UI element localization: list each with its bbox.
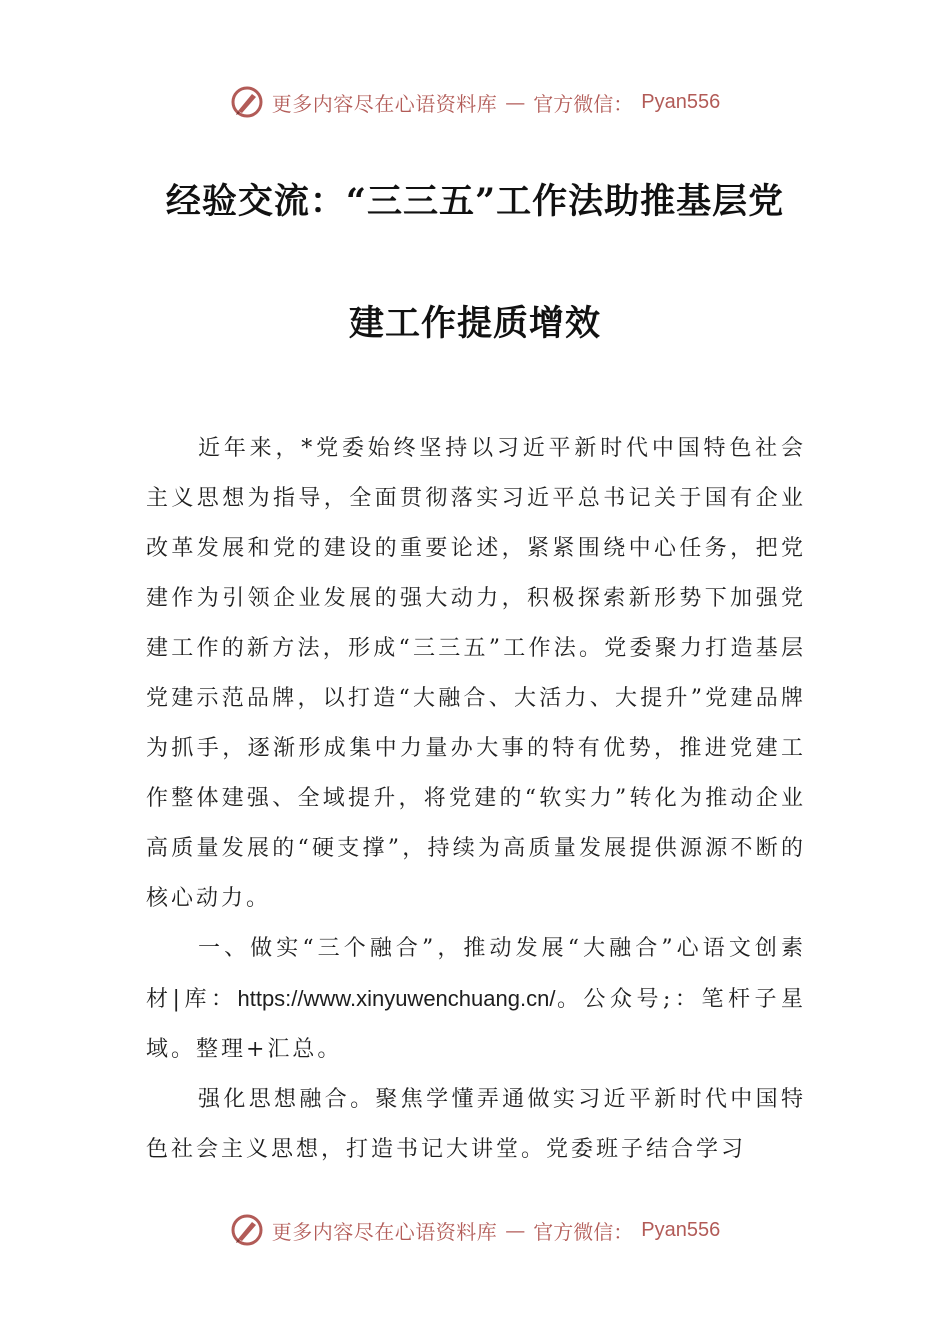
watermark-dash: —: [505, 1218, 526, 1242]
pen-logo-icon: [230, 85, 264, 119]
source-url-link[interactable]: https://www.xinyuwenchuang.cn/: [237, 986, 556, 1011]
pen-logo-icon: [230, 1213, 264, 1247]
section-one-suffix: 。公众号;：笔杆子星域。整理+汇总。: [146, 987, 806, 1062]
watermark-dash: —: [505, 90, 526, 114]
paragraph-intro: 近年来，*党委始终坚持以习近平新时代中国特色社会主义思想为指导，全面贯彻落实习近平总书记关于国有企业改革发展和党的建设的重要论述，紧紧围绕中心任务，把党建作为引领企业发展的强大动力，积极探索新形势下加强党建工作的新方法，形成“三三五”工作法。党委聚力打造基层党建示范品牌，以打造“大融合、大活力、大提升”党建品牌为抓手，逐渐形成集中力量办大事的特有优势，推进党建工作整体建强、全域提升，将党建的“软实力”转化为推动企业高质量发展的“硬支撑”，持续为高质量发展提供源源不断的核心动力。: [146, 436, 806, 911]
watermark-brand: 更多内容尽在心语资料库: [271, 1219, 498, 1244]
watermark-brand: 更多内容尽在心语资料库: [271, 91, 498, 116]
watermark-wechat-id: Pyan556: [641, 1218, 721, 1241]
document-body: [146, 424, 806, 1175]
watermark-official: 官方微信：: [533, 1219, 634, 1244]
watermark-header: [0, 82, 950, 122]
watermark-footer: [0, 1210, 950, 1250]
document-title-line2: 建工作提质增效: [348, 303, 601, 344]
watermark-wechat-id: Pyan556: [641, 90, 721, 113]
paragraph-section-one: [146, 924, 806, 1075]
paragraph-ideology-fusion: 强化思想融合。聚焦学懂弄通做实习近平新时代中国特色社会主义思想，打造书记大讲堂。党委班子结合学习: [146, 1087, 806, 1162]
watermark-official: 官方微信：: [533, 91, 634, 116]
section-one-text: 一、做实“三个融合”，推动发展“大融合”心语文创素材|库：: [146, 936, 806, 1012]
document-title-line1: 经验交流：“三三五”工作法助推基层党: [165, 181, 785, 222]
